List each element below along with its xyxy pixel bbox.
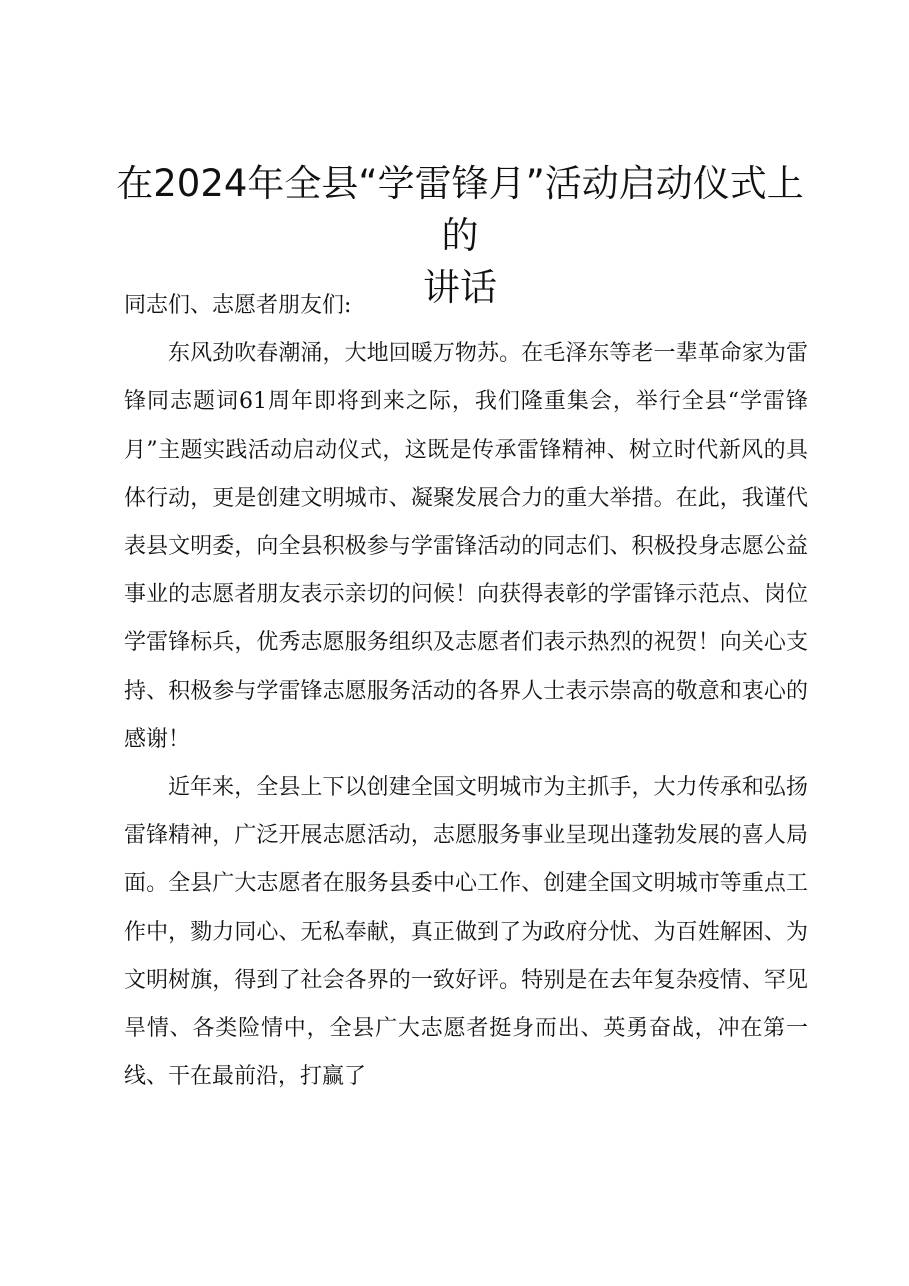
title-line-2: 讲话 bbox=[423, 266, 497, 309]
paragraph-2: 近年来，全县上下以创建全国文明城市为主抓手，大力传承和弘扬雷锋精神，广泛开展志愿活动，志愿服务事业呈现出蓬勃发展的喜人局面。全县广大志愿者在服务县委中心工作、创建全国文明城市等重点工作中，勠力同心、无私奉献，真正做到了为政府分忧、为百姓解困、为文明树旗，得到了社会各界的一致好评。特别是在去年复杂疫情、罕见旱情、各类险情中，全县广大志愿者挺身而出、英勇奋战，冲在第一线、干在最前沿，打赢了 bbox=[124, 775, 808, 1090]
title-line-1: 在2024年全县“学雷锋月”活动启动仪式上的 bbox=[116, 162, 804, 257]
salutation: 同志们、志愿者朋友们: bbox=[124, 293, 352, 318]
document-body bbox=[124, 282, 808, 1101]
paragraph-1: 东风劲吹春潮涌，大地回暖万物苏。在毛泽东等老一辈革命家为雷锋同志题词61周年即将到来之际，我们隆重集会，举行全县“学雷锋月”主题实践活动启动仪式，这既是传承雷锋精神、树立时代新风的具体行动，更是创建文明城市、凝聚发展合力的重大举措。在此，我谨代表县文明委，向全县积极参与学雷锋活动的同志们、积极投身志愿公益事业的志愿者朋友表示亲切的问候！向获得表彰的学雷锋示范点、岗位学雷锋标兵，优秀志愿服务组织及志愿者们表示热烈的祝贺！向关心支持、积极参与学雷锋志愿服务活动的各界人士表示崇高的敬意和衷心的感谢！ bbox=[124, 341, 808, 752]
